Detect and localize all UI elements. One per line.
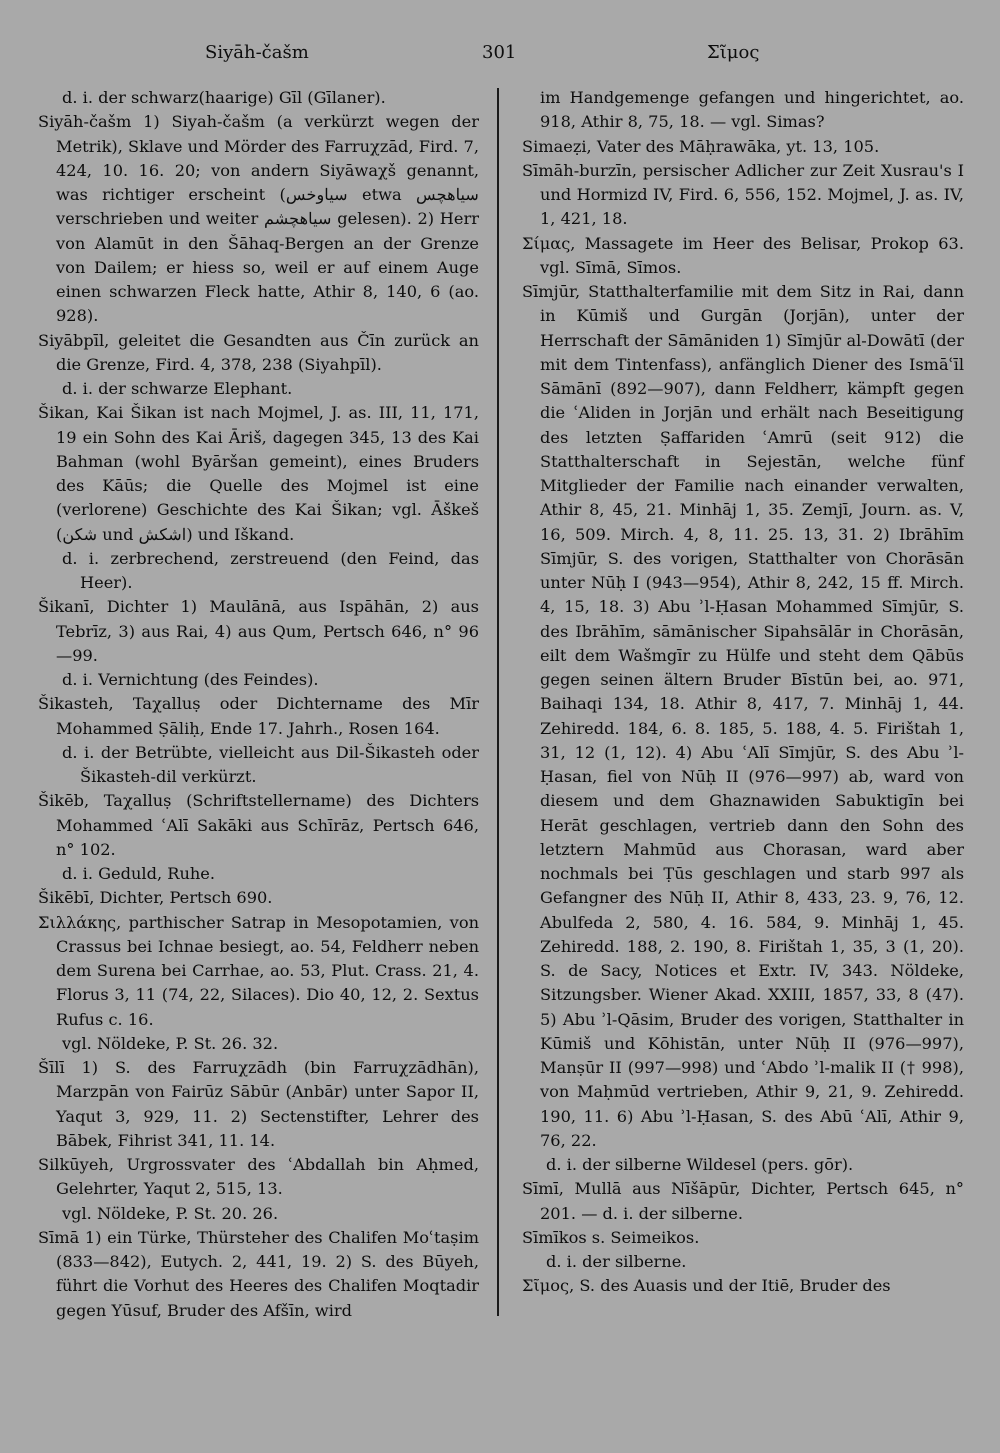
dictionary-entry: Šikanī, Dichter 1) Maulānā, aus Ispāhān, 2) aus Tebrīz, 3) aus Rai, 4) aus Qum, Pertsch 646, n° 96—99. xyxy=(38,597,479,665)
dictionary-entry: Šīlī 1) S. des Farruχzādh (bin Farruχzādhān), Marzpān von Fairūz Sābūr (Anbār) unter Sapor II, Yaqut 3, 929, 11. 2) Sectenstifter, Lehrer des Bābek, Fihrist 341, 11. 14. xyxy=(38,1058,479,1150)
entry-gloss: d. i. der silberne. xyxy=(546,1252,687,1271)
entry-gloss: vgl. Nöldeke, P. St. 20. 26. xyxy=(62,1203,279,1223)
running-header xyxy=(0,42,1000,72)
dictionary-entry: Σίμας, Massagete im Heer des Belisar, Prokop 63. vgl. Sīmā, Sīmos. xyxy=(522,233,964,277)
dictionary-entry: Σιλλάκης, parthischer Satrap in Mesopotamien, von Crassus bei Ichnae besiegt, ao. 54, Feldherr neben dem Surena bei Carrhae, ao. 53, Plut. Crass. 21, 4. Florus 3, 11 (74, 22, Silaces). Dio 40, 12, 2. Sextus Rufus c. 16. xyxy=(38,912,479,1029)
column-divider xyxy=(497,88,499,1316)
entry-gloss: d. i. zerbrechend, zerstreuend (den Feind, das Heer). xyxy=(62,548,479,592)
entry-gloss: d. i. der schwarze Elephant. xyxy=(62,379,293,398)
dictionary-entry: Siyābpīl, geleitet die Gesandten aus Čīn zurück an die Grenze, Fird. 4, 378, 238 (Siyahpīl). xyxy=(38,330,479,374)
entry-gloss: d. i. der schwarz(haarige) Gīl (Gīlaner). xyxy=(62,88,386,107)
dictionary-entry: Sīmāh-burzīn, persischer Adlicher zur Zeit Xusrau's I und Hormizd IV, Fird. 6, 556, 152. Mojmel, J. as. IV, 1, 421, 18. xyxy=(522,160,964,229)
dictionary-entry: Silkūyeh, Urgrossvater des ʿAbdallah bin Aḥmed, Gelehrter, Yaqut 2, 515, 13. xyxy=(38,1155,479,1199)
page-number: 301 xyxy=(482,42,517,63)
entry-gloss: vgl. Nöldeke, P. St. 26. 32. xyxy=(62,1033,279,1053)
dictionary-entry: Siyāh-čašm 1) Siyah-čašm (a verkürzt wegen der Metrik), Sklave und Mörder des Farruχzād, Fird. 7, 424, 10. 16. 20; von andern Siyāwaχš genannt, was richtiger erscheint (سياوخس etwa سياهچس verschrieben und weiter سياهچشم gelesen). 2) Herr von Alamūt in den Šāhaq-Bergen an der Grenze von Dailem; er hiess so, weil er auf einem Auge einen schwarzen Fleck hatte, Athir 8, 140, 6 (ao. 928). xyxy=(38,112,479,326)
entry-gloss: d. i. der silberne Wildesel (pers. gōr). xyxy=(546,1155,854,1174)
header-right-catchword: Σῖμος xyxy=(707,42,760,63)
left-column xyxy=(38,86,479,1323)
dictionary-entry: Sīmā 1) ein Türke, Thürsteher des Chalifen Moʿtaṣim (833—842), Eutych. 2, 441, 19. 2) S. des Būyeh, führt die Vorhut des Heeres des Chalifen Moqtadir gegen Yūsuf, Bruder des Afšīn, wird xyxy=(38,1227,479,1320)
dictionary-entry: im Handgemenge gefangen und hingerichtet, ao. 918, Athir 8, 75, 18. — vgl. Simas? xyxy=(540,88,964,132)
entry-gloss: d. i. Geduld, Ruhe. xyxy=(62,864,216,883)
dictionary-entry: Sīmī, Mullā aus Nīšāpūr, Dichter, Pertsch 645, n° 201. — d. i. der silberne. xyxy=(522,1179,964,1223)
right-column xyxy=(522,86,964,1299)
dictionary-entry: Simaeẓi, Vater des Māḥrawāka, yt. 13, 105. xyxy=(522,136,880,156)
dictionary-entry: Šikan, Kai Šikan ist nach Mojmel, J. as. III, 11, 171, 19 ein Sohn des Kai Āriš, dagegen 345, 13 des Kai Bahman (wohl Byāršan gemeint), eines Bruders des Kāūs; die Quelle des Mojmel ist eine (verlorene) Geschichte des Kai Šikan; vgl. Āškeš (شكن und اشكش) und Iškand. xyxy=(38,403,479,544)
dictionary-entry: Šikēb, Taχalluṣ (Schriftstellername) des Dichters Mohammed ʿAlī Sakāki aus Schīrāz, Pertsch 646, n° 102. xyxy=(38,791,479,859)
dictionary-entry: Šikēbī, Dichter, Pertsch 690. xyxy=(38,888,273,908)
dictionary-entry: Sīmjūr, Statthalterfamilie mit dem Sitz in Rai, dann in Kūmiš und Gurgān (Jorjān), unter der Herrschaft der Sāmāniden 1) Sīmjūr al-Dowātī (der mit dem Tintenfass), anfänglich Diener des Ismāʿīl Sāmānī (892—907), dann Feldherr, kämpft gegen die ʿAliden in Jorjān und erhält nach Beseitigung des letzten Ṣaffariden ʿAmrū (seit 912) die Statthalterschaft in Sejestān, welche fünf Mitglieder der Familie nach einander verwalten, Athir 8, 45, 21. Minhāj 1, 35. Zemjī, Journ. as. V, 16, 509. Mirch. 4, 8, 11. 25. 13, 31. 2) Ibrāhīm Sīmjūr, S. des vorigen, Statthalter von Chorāsān unter Nūḥ I (943—954), Athir 8, 242, 15 ff. Mirch. 4, 15, 18. 3) Abu ʾl-Ḥasan Mohammed Sīmjūr, S. des Ibrāhīm, sāmānischer Sipahsālār in Chorāsān, eilt dem Wašmgīr zu Hülfe und steht dem Qābūs gegen seinen ältern Bruder Bīstūn bei, ao. 971, Baihaqi 134, 18. Athir 8, 417, 7. Minhāj 1, 44. Zehiredd. 184, 6. 8. 185, 5. 188, 4. 5. Firištah 1, 31, 12 (1, 12). 4) Abu ʿAlī Sīmjūr, S. des Abu ʾl-Ḥasan, fiel von Nūḥ II (976—997) ab, ward von diesem und dem Ghaznawiden Sabuktigīn bei Herāt geschlagen, vertrieb dann den Sohn des letztern Mahmūd aus Chorasan, ward aber nochmals bei Ṭūs geschlagen und starb 997 als Gefangner des Nūḥ II, Athir 8, 433, 23. 9, 76, 12. Abulfeda 2, 580, 4. 16. 584, 9. Minhāj 1, 45. Zehiredd. 188, 2. 190, 8. Firištah 1, 35, 3 (1, 20). S. de Sacy, Notices et Extr. IV, 343. Nöldeke, Sitzungsber. Wiener Akad. XXIII, 1857, 33, 8 (47). 5) Abu ʾl-Qāsim, Bruder des vorigen, Statthalter in Kūmiš und Kōhistān, unter Nūḥ II (976—997), Manṣūr II (997—998) und ʿAbdo ʾl-malik II († 998), von Maḥmūd vertrieben, Athir 9, 21, 9. Zehiredd. 190, 11. 6) Abu ʾl-Ḥasan, S. des Abū ʿAlī, Athir 9, 76, 22. xyxy=(522,282,964,1150)
dictionary-entry: Šikasteh, Taχalluṣ oder Dichtername des Mīr Mohammed Ṣāliḥ, Ende 17. Jahrh., Rosen 164. xyxy=(38,694,479,738)
dictionary-entry: Sīmīkos s. Seimeikos. xyxy=(522,1227,700,1247)
entry-gloss: d. i. Vernichtung (des Feindes). xyxy=(62,670,319,689)
entry-gloss: d. i. der Betrübte, vielleicht aus Dil-Šikasteh oder Šikasteh-dil verkürzt. xyxy=(62,742,479,786)
dictionary-entry: Σῖμος, S. des Auasis und der Itiē, Bruder des xyxy=(522,1276,891,1296)
header-left-catchword: Siyāh-čašm xyxy=(205,42,309,63)
